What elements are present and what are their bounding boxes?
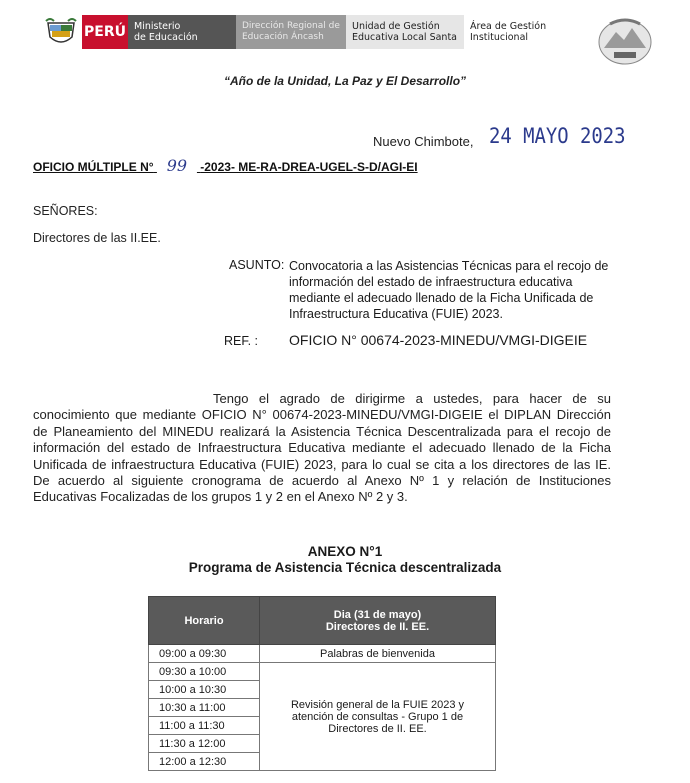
body-paragraph bbox=[33, 391, 611, 506]
header-horario: Horario bbox=[149, 597, 260, 645]
place-label: Nuevo Chimbote, bbox=[373, 134, 474, 149]
header-day-line-1: Dia (31 de mayo) bbox=[333, 608, 422, 621]
header-day bbox=[260, 597, 496, 645]
ugel-line-1: Unidad de Gestión bbox=[352, 21, 440, 32]
time-cell: 10:00 a 10:30 bbox=[149, 681, 260, 699]
time-cell: 11:00 a 11:30 bbox=[149, 717, 260, 735]
recipients: Directores de las II.EE. bbox=[33, 231, 161, 245]
time-cell: 10:30 a 11:00 bbox=[149, 699, 260, 717]
area-label bbox=[464, 15, 554, 49]
year-motto: “Año de la Unidad, La Paz y El Desarrollo” bbox=[223, 74, 467, 88]
oficio-number: 99 bbox=[166, 156, 188, 175]
time-cell: 09:00 a 09:30 bbox=[149, 645, 260, 663]
time-cell: 09:30 a 10:00 bbox=[149, 663, 260, 681]
asunto-text: Convocatoria a las Asistencias Técnicas para el recojo de información del estado de infraestructura educativa mediante el adecuado llenado de la Ficha Unificada de Infraestructura Educativa (FUIE) 2023. bbox=[289, 259, 609, 321]
area-line-2: Institucional bbox=[470, 32, 529, 43]
header-banner bbox=[40, 15, 554, 49]
ministry-line-2: de Educación bbox=[134, 32, 198, 43]
ugel-label bbox=[346, 15, 464, 49]
ref-label: REF. : bbox=[224, 334, 259, 348]
annex-title: ANEXO N°1 bbox=[307, 544, 383, 559]
oficio-prefix: OFICIO MÚLTIPLE N° bbox=[33, 160, 154, 174]
schedule-table bbox=[148, 596, 496, 771]
time-cell: 12:00 a 12:30 bbox=[149, 753, 260, 771]
date-stamp: 24 MAYO 2023 bbox=[489, 124, 626, 148]
document-reference bbox=[33, 156, 418, 175]
header-day-line-2: Directores de II. EE. bbox=[325, 620, 430, 633]
regional-emblem-icon bbox=[596, 14, 654, 66]
review-cell: Revisión general de la FUIE 2023 y atención de consultas - Grupo 1 de Directores de II. EE. bbox=[260, 663, 496, 771]
salutation: SEÑORES: bbox=[33, 204, 98, 218]
ref-text: OFICIO N° 00674-2023-MINEDU/VMGI-DIGEIE bbox=[289, 332, 588, 348]
welcome-cell: Palabras de bienvenida bbox=[260, 645, 496, 663]
oficio-suffix: -2023- ME-RA-DREA-UGEL-S-D/AGI-EI bbox=[200, 160, 418, 174]
time-cell: 11:30 a 12:00 bbox=[149, 735, 260, 753]
body-text: Tengo el agrado de dirigirme a ustedes, para hacer de su conocimiento que mediante OFICIO N° 00674-2023-MINEDU/VMGI-DIGEIE el DIPLAN Dirección de Planeamiento del MINEDU realizará la Asistencia Técnica Descentralizada para el recojo de información del estado de Infraestructura Educativa mediante el adecuado llenado de la Ficha Unificada de infraestructura Educativa (FUIE) 2023, para lo cual se cita a los directores de las IE. De acuerdo al siguiente cronograma de acuerdo al Anexo Nº 1 y relación de Instituciones Educativas Focalizadas de los grupos 1 y 2 en el Anexo Nº 2 y 3. bbox=[33, 391, 611, 505]
dre-label bbox=[236, 15, 346, 49]
asunto-label: ASUNTO: bbox=[229, 258, 285, 272]
ugel-line-2: Educativa Local Santa bbox=[352, 32, 457, 43]
table-row bbox=[149, 663, 496, 681]
area-line-1: Área de Gestión bbox=[470, 21, 547, 32]
dre-line-2: Educación Áncash bbox=[242, 32, 324, 42]
ministry-label bbox=[128, 15, 236, 49]
ministry-line-1: Ministerio bbox=[134, 21, 181, 32]
dre-line-1: Dirección Regional de bbox=[242, 21, 340, 31]
table-row bbox=[149, 645, 496, 663]
annex-subtitle: Programa de Asistencia Técnica descentralizada bbox=[188, 560, 502, 575]
country-label: PERÚ bbox=[82, 15, 128, 49]
peru-coat-of-arms-icon bbox=[40, 15, 82, 49]
